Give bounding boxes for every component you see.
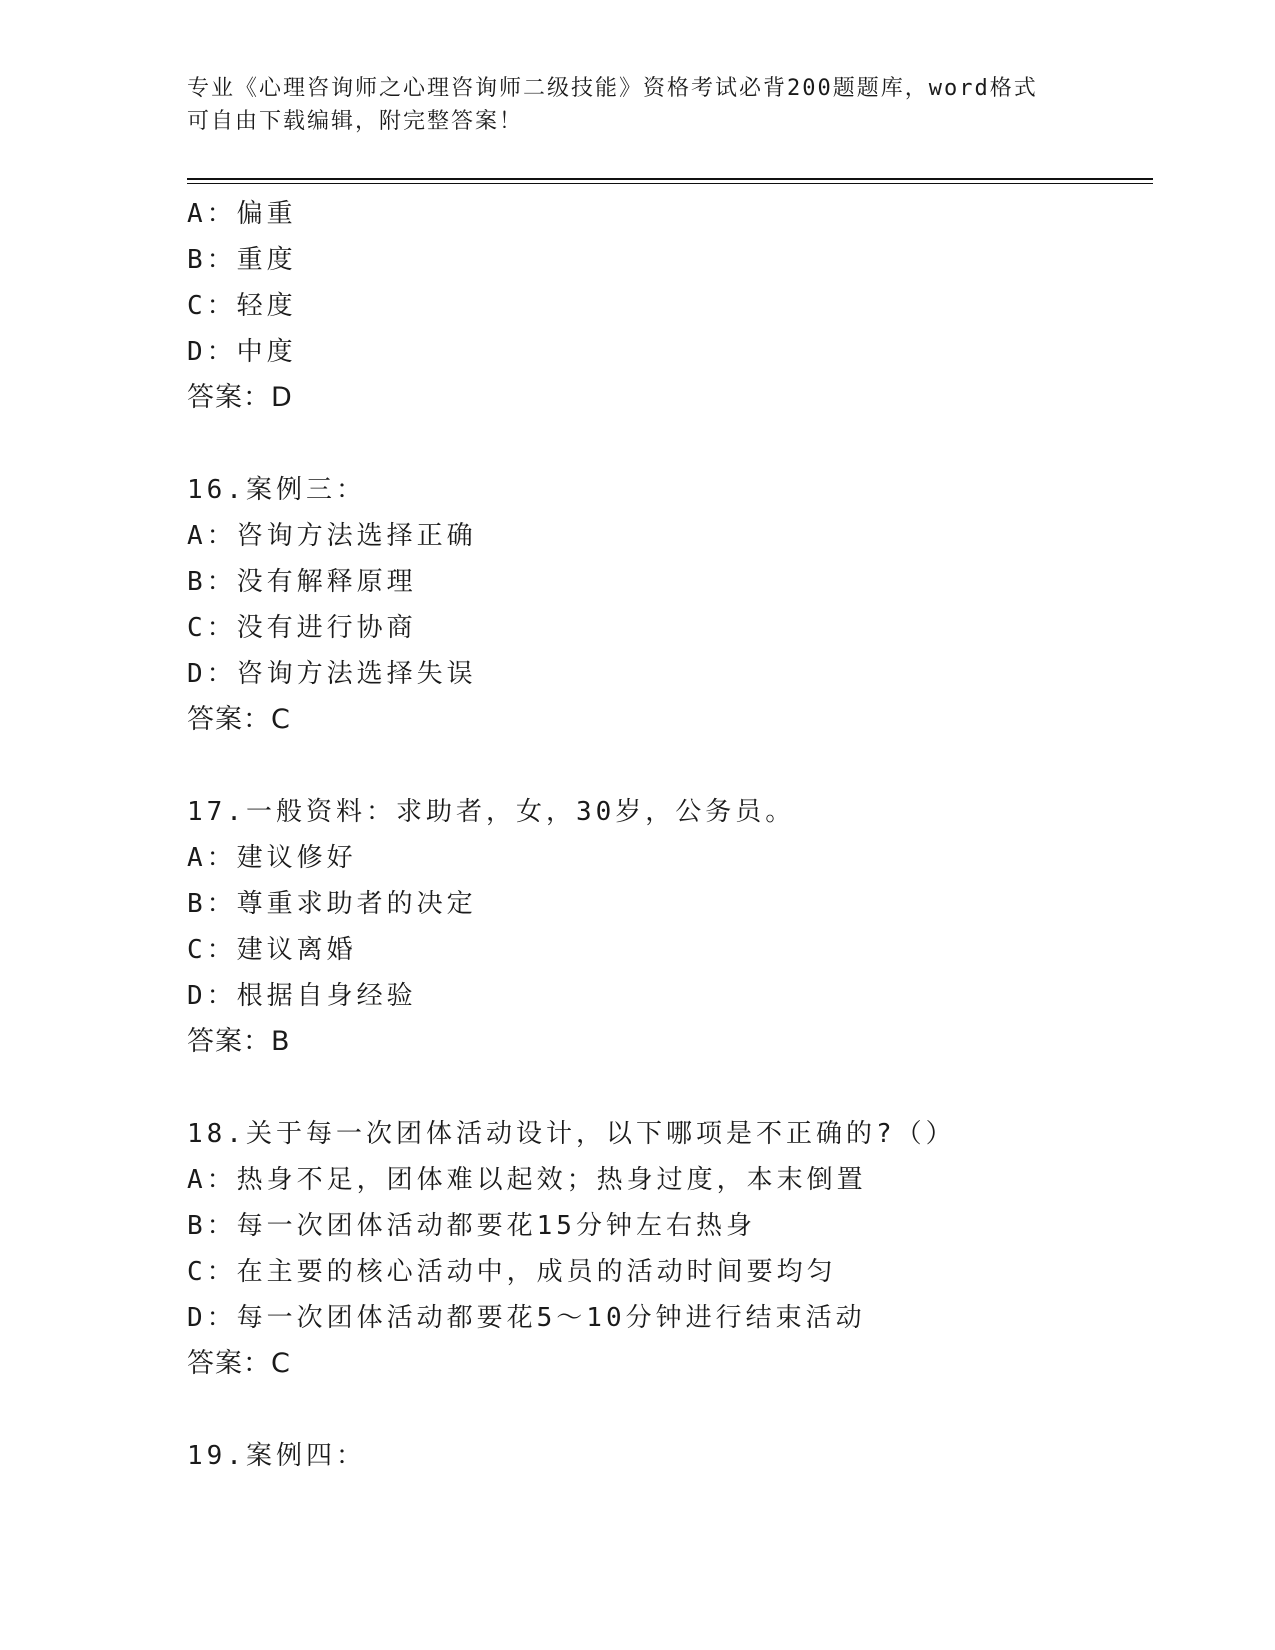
question-block-16 <box>187 467 1147 743</box>
question-block-17 <box>187 789 1147 1065</box>
option-d: D：根据自身经验 <box>187 981 417 1011</box>
option-a: A：咨询方法选择正确 <box>187 521 477 551</box>
spacer <box>187 1387 1147 1433</box>
question-stem: 17.一般资料：求助者，女，30岁，公务员。 <box>187 797 796 827</box>
option-b: B：每一次团体活动都要花15分钟左右热身 <box>187 1211 756 1241</box>
answer-line: 答案：C <box>187 1348 291 1379</box>
answer-line: 答案：C <box>187 704 291 735</box>
option-c: C：在主要的核心活动中，成员的活动时间要均匀 <box>187 1257 837 1287</box>
option-c: C：建议离婚 <box>187 935 357 965</box>
spacer <box>187 743 1147 789</box>
option-b: B：重度 <box>187 245 297 275</box>
question-list <box>187 191 1147 1479</box>
option-c: C：没有进行协商 <box>187 613 417 643</box>
spacer <box>187 1065 1147 1111</box>
header-line-1: 专业《心理咨询师之心理咨询师二级技能》资格考试必背200题题库，word格式 <box>187 76 1038 101</box>
question-stem: 18.关于每一次团体活动设计，以下哪项是不正确的?（） <box>187 1119 956 1149</box>
document-header <box>187 72 1067 138</box>
option-c: C：轻度 <box>187 291 297 321</box>
question-stem: 19.案例四： <box>187 1441 366 1471</box>
option-b: B：没有解释原理 <box>187 567 417 597</box>
answer-line: 答案：D <box>187 382 293 413</box>
header-divider-thin <box>187 183 1153 184</box>
option-a: A：热身不足，团体难以起效；热身过度，本末倒置 <box>187 1165 867 1195</box>
header-divider-thick <box>187 178 1153 180</box>
option-d: D：咨询方法选择失误 <box>187 659 477 689</box>
question-block-18 <box>187 1111 1147 1387</box>
header-line-2: 可自由下载编辑，附完整答案！ <box>187 109 524 134</box>
question-block-15 <box>187 191 1147 421</box>
option-d: D：每一次团体活动都要花5～10分钟进行结束活动 <box>187 1303 866 1333</box>
option-d: D：中度 <box>187 337 297 367</box>
option-a: A：建议修好 <box>187 843 357 873</box>
spacer <box>187 421 1147 467</box>
option-b: B：尊重求助者的决定 <box>187 889 477 919</box>
question-block-19 <box>187 1433 1147 1479</box>
answer-line: 答案：B <box>187 1026 291 1057</box>
option-a: A：偏重 <box>187 199 297 229</box>
question-stem: 16.案例三： <box>187 475 366 505</box>
